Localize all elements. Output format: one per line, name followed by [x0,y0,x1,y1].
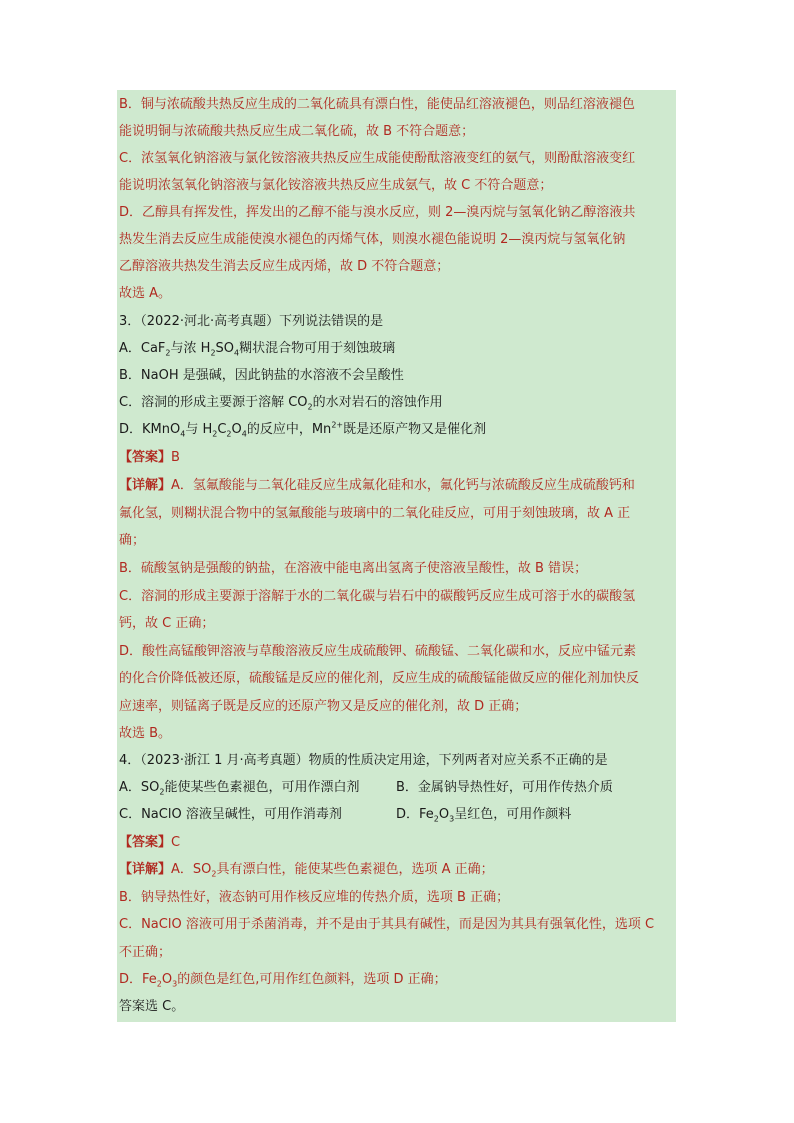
option-d: D．KMnO$_4$与 $H_2C_2O_4$的反应中，$Mn^{2+}$既是还原产物又是催化剂 [119,420,487,439]
detail-line: 应速率，则锰离子既是反应的还原产物又是反应的催化剂，故 D 正确； [119,699,528,714]
answer-line: 【答案】B [119,450,180,465]
explanation-line: 乙醇溶液共热发生消去反应生成丙烯，故 D 不符合题意； [119,259,450,274]
option-d: D．$Fe_2O_3$呈红色，可用作颜料 [396,807,572,824]
question-stem: 4．（2023·浙江 1 月·高考真题）物质的性质决定用途，下列两者对应关系不正确的是 [119,753,608,768]
option-b: B．金属钠导热性好，可用作传热介质 [396,780,613,795]
option-c: C．溶洞的形成主要源于溶解 $CO_2$的水对岩石的溶蚀作用 [119,395,443,412]
detail-line: 【详解】A．氢氟酸能与二氧化硅反应生成氟化硅和水，氟化钙与浓硫酸反应生成硫酸钙和 [119,478,635,493]
option-row [119,802,676,828]
detail-line: D．酸性高锰酸钾溶液与草酸溶液反应生成硫酸钾、硫酸锰、二氧化碳和水，反应中锰元素 [119,644,637,659]
conclusion-line: 故选 A。 [119,286,172,301]
explanation-line: C．浓氢氧化钠溶液与氯化铵溶液共热反应生成能使酚酞溶液变红的氨气，则酚酞溶液变红 [119,151,636,166]
answer-line: 【答案】C [119,835,181,850]
detail-line: B．钠导热性好，液态钠可用作核反应堆的传热介质，选项 B 正确； [119,890,510,905]
detail-line: 【详解】A．$SO_2$具有漂白性，能使某些色素褪色，选项 A 正确； [119,862,494,879]
explanation-line: 热发生消去反应生成能使溴水褪色的丙烯气体，则溴水褪色能说明 2—溴丙烷与氢氧化钠 [119,232,626,247]
conclusion-line: 答案选 C。 [119,999,185,1014]
conclusion-line: 故选 B。 [119,726,172,741]
question-stem: 3．（2022·河北·高考真题）下列说法错误的是 [119,314,384,329]
explanation-line: 能说明浓氢氧化钠溶液与氯化铵溶液共热反应生成氨气，故 C 不符合题意； [119,178,553,193]
explanation-line: B．铜与浓硫酸共热反应生成的二氧化硫具有漂白性，能使品红溶液褪色，则品红溶液褪色 [119,97,635,112]
detail-line: C．溶洞的形成主要源于溶解于水的二氧化碳与岩石中的碳酸钙反应生成可溶于水的碳酸氢 [119,589,636,604]
detail-line: D．$Fe_2O_3$的颜色是红色,可用作红色颜料，选项 D 正确； [119,972,447,989]
option-row [119,775,676,801]
option-c: C．NaClO 溶液呈碱性，可用作消毒剂 [119,807,342,822]
detail-line: B．硫酸氢钠是强酸的钠盐，在溶液中能电离出氢离子使溶液呈酸性，故 B 错误； [119,561,588,576]
option-b: B．NaOH 是强碱，因此钠盐的水溶液不会呈酸性 [119,368,404,383]
answer-block [117,90,676,1022]
detail-line: 钙，故 C 正确； [119,616,215,631]
explanation-line: 能说明铜与浓硫酸共热反应生成二氧化硫，故 B 不符合题意； [119,124,475,139]
detail-line: 确； [119,533,146,548]
detail-line: 氟化氢，则糊状混合物中的氢氟酸能与玻璃中的二氧化硅反应，可用于刻蚀玻璃，故 A 正 [119,506,631,521]
option-a: A．$SO_2$能使某些色素褪色，可用作漂白剂 [119,780,360,797]
option-a: A．CaF$_2$与浓 $H_2SO_4$糊状混合物可用于刻蚀玻璃 [119,341,396,358]
detail-line: 的化合价降低被还原，硫酸锰是反应的催化剂，反应生成的硫酸锰能做反应的催化剂加快反 [119,671,640,686]
detail-line: 不正确； [119,945,172,960]
explanation-line: D．乙醇具有挥发性，挥发出的乙醇不能与溴水反应，则 2—溴丙烷与氢氧化钠乙醇溶液共 [119,205,636,220]
detail-line: C．NaClO 溶液可用于杀菌消毒，并不是由于其具有碱性，而是因为其具有强氧化性，选项 C [119,917,655,932]
